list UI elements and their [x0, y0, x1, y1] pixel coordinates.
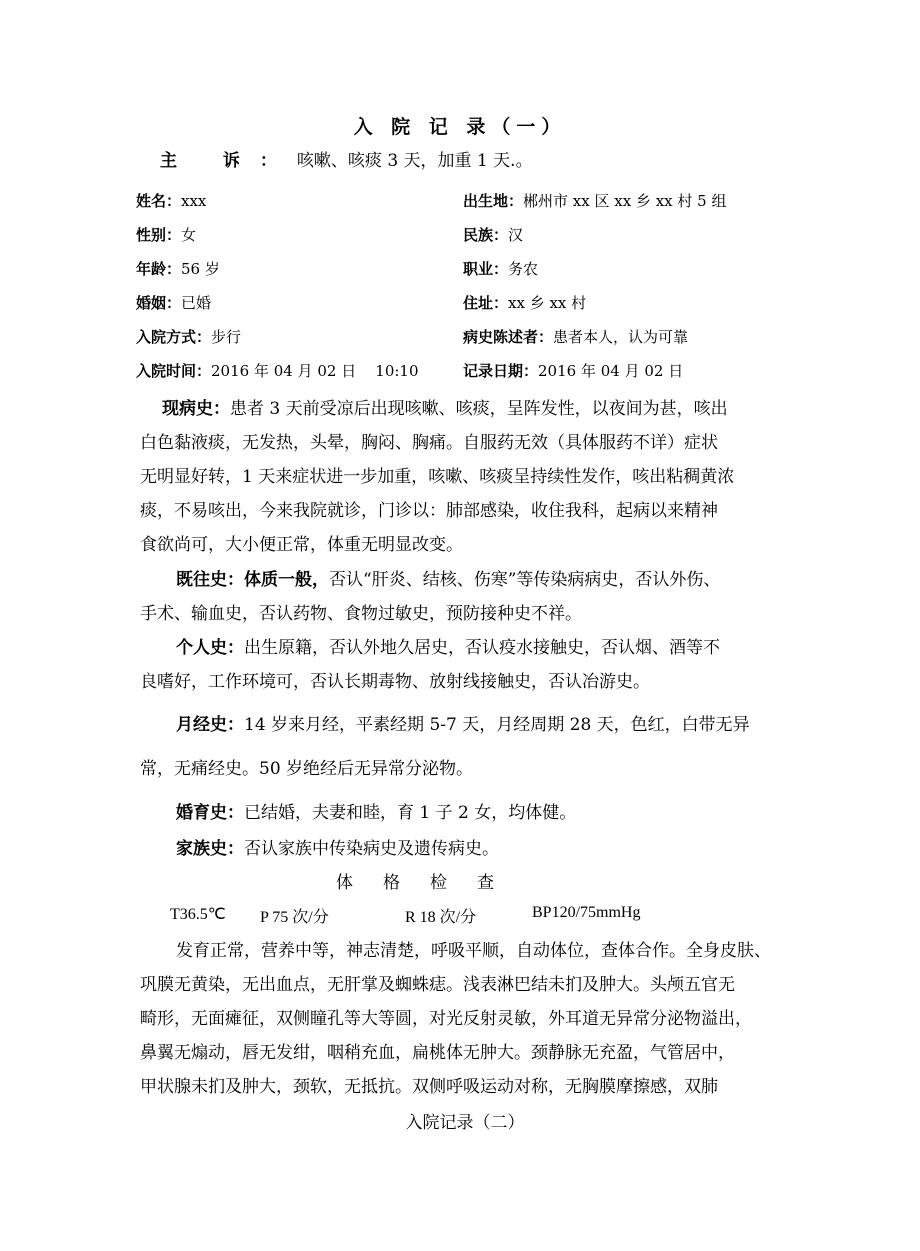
page-title: 入 院 记 录（一） [353, 116, 567, 138]
info-occupation: 职业：务农 [463, 260, 539, 278]
marital-history-label: 婚育史： [176, 803, 244, 823]
text-line: 发育正常，营养中等，神志清楚，呼吸平顺，自动体位，查体合作。全身皮肤、 [176, 941, 771, 961]
info-name: 姓名：xxx [136, 192, 207, 210]
text-line: 患者 3 天前受凉后出现咳嗽、咳痰，呈阵发性，以夜间为甚，咳出 [230, 399, 728, 419]
info-age: 年龄：56 岁 [136, 260, 220, 278]
vital-temperature: T36.5℃ [170, 906, 226, 923]
past-history-label: 既往史： [176, 570, 244, 590]
info-ethnicity: 民族：汉 [463, 226, 524, 244]
text-line: 已结婚，夫妻和睦，育 1 子 2 女，均体健。 [244, 803, 577, 823]
vital-blood-pressure: BP120/75mmHg [532, 904, 641, 921]
exam-title: 体格检查 [336, 873, 524, 893]
text-line: 常，无痛经史。50 岁绝经后无异常分泌物。 [140, 759, 474, 779]
text-line: 畸形，无面瘫征，双侧瞳孔等大等圆，对光反射灵敏，外耳道无异常分泌物溢出， [140, 1009, 752, 1029]
text-line: 否认家族中传染病史及遗传病史。 [244, 839, 499, 859]
text-line: 巩膜无黄染，无出血点，无肝掌及蜘蛛痣。浅表淋巴结未扪及肿大。头颅五官无 [140, 975, 735, 995]
info-address: 住址：xx 乡 xx 村 [463, 294, 587, 312]
text-line: 出生原籍，否认外地久居史，否认疫水接触史，否认烟、酒等不 [244, 638, 720, 658]
info-admission-mode: 入院方式：步行 [136, 328, 242, 346]
text-line: 手术、输血史，否认药物、食物过敏史，预防接种史不祥。 [140, 604, 582, 624]
text-line: 良嗜好，工作环境可，否认长期毒物、放射线接触史，否认冶游史。 [140, 672, 650, 692]
info-record-date: 记录日期：2016 年 04 月 02 日 [463, 362, 684, 380]
info-marriage: 婚姻：已婚 [136, 294, 212, 312]
family-history-label: 家族史： [176, 839, 244, 859]
info-gender: 性别：女 [136, 226, 197, 244]
text-line: 否认“肝炎、结核、伤寒”等传染病病史，否认外伤、 [329, 570, 721, 590]
chief-complaint [160, 146, 533, 171]
present-illness-label: 现病史： [162, 399, 230, 419]
menstrual-history-label: 月经史： [176, 715, 244, 735]
text-line: 白色黏液痰，无发热，头晕，胸闷、胸痛。自服药无效（具体服药不详）症状 [140, 433, 718, 453]
past-history-lead: 体质一般， [244, 570, 329, 590]
vital-respiration: R 18 次/分 [405, 909, 477, 926]
text-line: 痰，不易咳出，今来我院就诊，门诊以：肺部感染，收住我科，起病以来精神 [140, 501, 718, 521]
chief-complaint-label: 主 诉： [160, 151, 297, 171]
text-line: 无明显好转，1 天来症状进一步加重，咳嗽、咳痰呈持续性发作，咳出粘稠黄浓 [140, 467, 735, 487]
info-informant: 病史陈述者：患者本人，认为可靠 [463, 328, 689, 346]
info-birthplace: 出生地：郴州市 xx 区 xx 乡 xx 村 5 组 [463, 192, 727, 210]
vital-pulse: P 75 次/分 [260, 909, 329, 926]
text-line: 食欲尚可，大小便正常，体重无明显改变。 [140, 535, 463, 555]
info-admission-time: 入院时间：2016 年 04 月 02 日 10:10 [136, 362, 419, 380]
page-footer: 入院记录（二） [405, 1113, 525, 1133]
text-line: 14 岁来月经，平素经期 5-7 天，月经周期 28 天，色红，白带无异 [244, 715, 750, 735]
chief-complaint-text: 咳嗽、咳痰 3 天，加重 1 天.。 [296, 151, 533, 171]
text-line: 鼻翼无煽动，唇无发绀，咽稍充血，扁桃体无肿大。颈静脉无充盈，气管居中， [140, 1043, 735, 1063]
personal-history-label: 个人史： [176, 638, 244, 658]
text-line: 甲状腺未扪及肿大，颈软，无抵抗。双侧呼吸运动对称，无胸膜摩擦感，双肺 [140, 1077, 718, 1097]
